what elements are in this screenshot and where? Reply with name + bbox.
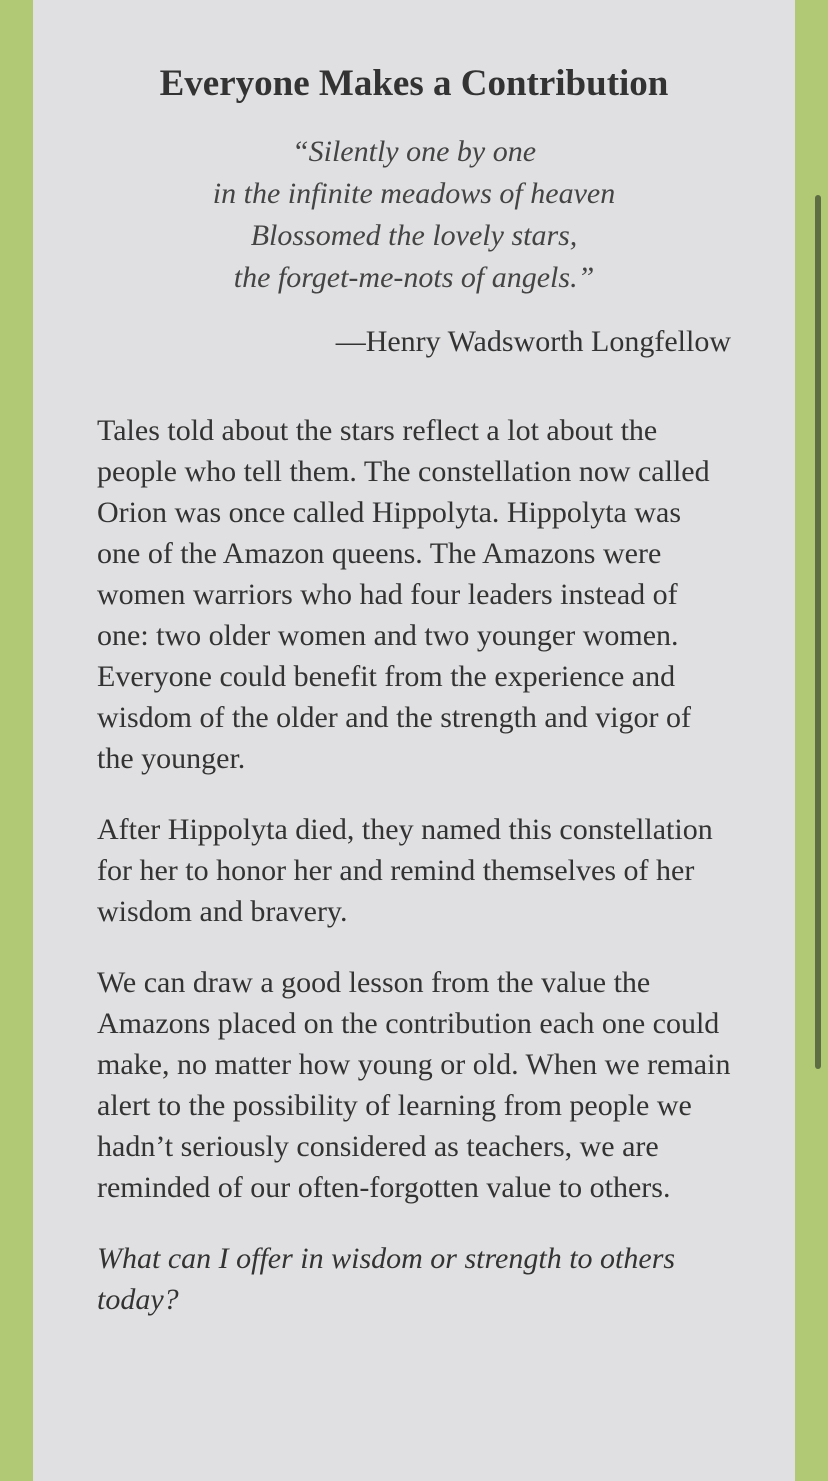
body-paragraph: Tales told about the stars reflect a lot about the people who tell them. The constellation now called Orion was once called Hippolyta. Hippolyta was one of the Amazon queens. The Amazons were women warriors who had four leaders instead of one: two older women and two younger women. Everyone could benefit from the experience and wisdom of the older and the strength and vigor of the younger. [97, 414, 710, 775]
article-title: Everyone Makes a Contribution [159, 63, 669, 104]
quote-attribution: —Henry Wadsworth Longfellow [335, 325, 731, 358]
quote-line: in the infinite meadows of heaven [212, 177, 616, 210]
body-paragraph: We can draw a good lesson from the value the Amazons placed on the contribution each one could make, no matter how young or old. When we remain alert to the possibility of learning from people we hadn’t seriously considered as teachers, we are reminded of our often-forgotten value to others. [97, 966, 731, 1204]
reflection-question: What can I offer in wisdom or strength to others today? [97, 1242, 676, 1316]
quote-line: the forget-me-nots of angels.” [233, 261, 595, 294]
reading-page[interactable] [33, 0, 795, 1481]
quote-line: Blossomed the lovely stars, [250, 219, 578, 252]
quote-line: “Silently one by one [291, 135, 537, 168]
body-paragraph: After Hippolyta died, they named this constellation for her to honor her and remind themselves of her wisdom and bravery. [97, 813, 713, 928]
epigraph-quote [97, 131, 731, 299]
scrollbar[interactable] [815, 195, 821, 1069]
